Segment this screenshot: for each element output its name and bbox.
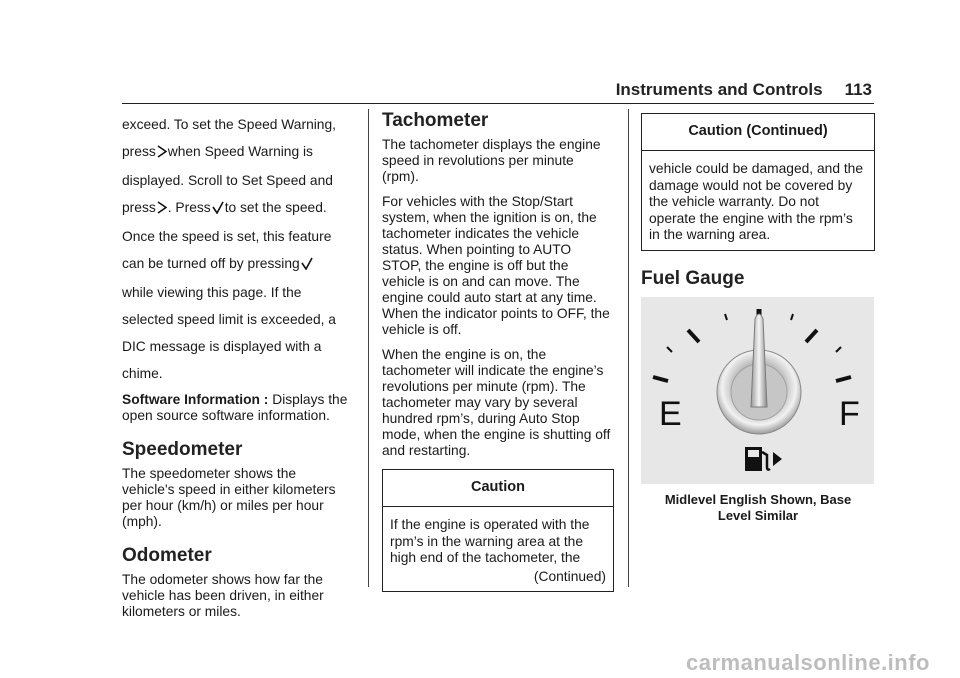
software-info-paragraph <box>122 392 348 424</box>
checkmark-icon <box>212 198 224 222</box>
checkmark-icon <box>301 254 313 278</box>
speedometer-text: The speedometer shows the vehicle's speed in either kilometers per hour (km/h) or miles per hour (mph). <box>122 466 336 529</box>
caution-continued-body: vehicle could be damaged, and the damage would not be covered by the vehicle warranty. Do not operate the engine with the rpm’s in the warning area. <box>649 161 864 242</box>
caution-continued: (Continued) <box>533 568 606 584</box>
figure-caption <box>641 492 875 524</box>
fuel-gauge-illustration <box>641 297 874 484</box>
column-middle <box>382 110 614 592</box>
speed-off-line-2 <box>122 252 348 278</box>
gauge-label-e: E <box>659 394 682 433</box>
fuel-gauge-heading: Fuel Gauge <box>641 267 745 289</box>
speed-warning-line-3: displayed. Scroll to Set Speed and <box>122 173 333 188</box>
text-press-3: . Press <box>167 200 211 215</box>
speed-off-line-4: selected speed limit is exceeded, a <box>122 312 336 327</box>
text-turned-off: can be turned off by pressing <box>122 256 300 271</box>
text-press-2: press <box>122 200 156 215</box>
caution-continued-box <box>641 113 875 251</box>
section-title: Instruments and Controls <box>615 80 823 99</box>
tachometer-text-2: For vehicles with the Stop/Start system, when the ignition is on, the tachometer indicates the vehicle status. When pointing to AUTO STOP, the engine is off but the vehicle is on and can move. The engine could auto start at any time. When the indicator points to OFF, the vehicle is off. <box>382 194 610 337</box>
speed-warning-line-1: exceed. To set the Speed Warning, <box>122 117 336 132</box>
column-divider-2 <box>628 109 629 587</box>
caution-text: If the engine is operated with the rpm’s in the warning area at the high end of the tachometer, the <box>390 517 590 565</box>
odometer-text: The odometer shows how far the vehicle has been driven, in either kilometers or miles. <box>122 572 324 619</box>
software-info-text: Displays the open source software information. <box>122 392 348 423</box>
gauge-label-f: F <box>839 394 860 433</box>
page-number: 113 <box>844 80 872 99</box>
column-left <box>122 113 348 629</box>
caution-body <box>383 507 613 591</box>
fuel-gauge-graphic <box>641 297 874 484</box>
chevron-right-icon <box>157 142 167 166</box>
speedometer-heading: Speedometer <box>122 439 243 460</box>
column-divider-1 <box>368 109 369 587</box>
chevron-right-icon <box>157 198 167 222</box>
gauge-needle <box>751 314 767 407</box>
speed-off-line-3: while viewing this page. If the <box>122 285 302 300</box>
caution-continued-title: Caution (Continued) <box>642 114 874 151</box>
caution-title: Caution <box>383 470 613 507</box>
speed-off-line-5: DIC message is displayed with a <box>122 339 322 354</box>
text-press: press <box>122 144 156 159</box>
text-set-speed: to set the speed. <box>224 200 327 215</box>
software-info-label: Software Information : <box>122 392 269 407</box>
tachometer-text-1: The tachometer displays the engine speed in revolutions per minute (rpm). <box>382 137 601 184</box>
figure-caption-line-2: Level Similar <box>717 507 799 523</box>
caution-box <box>382 469 614 592</box>
speed-off-line-1: Once the speed is set, this feature <box>122 229 332 244</box>
text-when-speed-warning: when Speed Warning is <box>167 144 313 159</box>
fuel-pump-icon <box>745 447 782 471</box>
watermark: carmanualsonline.info <box>686 650 930 675</box>
tachometer-text-3: When the engine is on, the tachometer will indicate the engine’s revolutions per minute (rpm). The tachometer may vary by several hundred rpm’s, during Auto Stop mode, when the engine is shutting off and restarting. <box>382 347 611 458</box>
column-right <box>641 113 875 524</box>
speed-warning-line-2 <box>122 140 348 166</box>
tachometer-heading: Tachometer <box>382 110 489 131</box>
speed-warning-line-4 <box>122 196 348 222</box>
speed-off-line-6: chime. <box>122 366 163 381</box>
page-header <box>616 80 872 100</box>
header-rule <box>122 103 874 104</box>
odometer-heading: Odometer <box>122 545 212 566</box>
figure-caption-line-1: Midlevel English Shown, Base <box>664 491 852 507</box>
